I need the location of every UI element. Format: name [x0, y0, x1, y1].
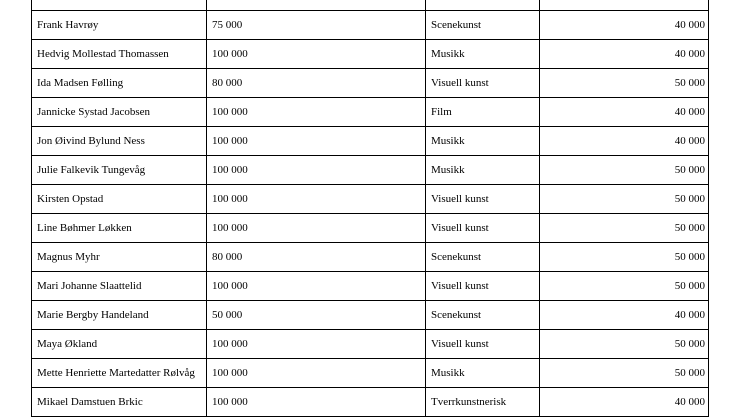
cell-granted-amount: 40 000 [540, 301, 709, 330]
table-row [32, 388, 709, 417]
cell-art-field: Tverrkunstnerisk [426, 388, 540, 417]
cell-applied-amount: 100 000 [207, 156, 426, 185]
cell-art-field: Visuell kunst [426, 330, 540, 359]
table-row [32, 330, 709, 359]
table-row [32, 127, 709, 156]
table-row-partial [32, 0, 709, 11]
cell-name: Hedvig Mollestad Thomassen [32, 40, 207, 69]
cell-applied-amount: 80 000 [207, 243, 426, 272]
table-row [32, 156, 709, 185]
cell-applied-amount: 100 000 [207, 330, 426, 359]
cell-empty [207, 0, 426, 11]
cell-granted-amount: 50 000 [540, 156, 709, 185]
cell-empty [32, 0, 207, 11]
cell-art-field: Visuell kunst [426, 214, 540, 243]
cell-applied-amount: 100 000 [207, 40, 426, 69]
cell-granted-amount: 40 000 [540, 11, 709, 40]
cell-art-field: Visuell kunst [426, 272, 540, 301]
cell-art-field: Scenekunst [426, 301, 540, 330]
cell-name: Mikael Damstuen Brkic [32, 388, 207, 417]
cell-granted-amount: 50 000 [540, 214, 709, 243]
table-row [32, 243, 709, 272]
cell-name: Kirsten Opstad [32, 185, 207, 214]
cell-name: Jannicke Systad Jacobsen [32, 98, 207, 127]
cell-applied-amount: 100 000 [207, 127, 426, 156]
cell-name: Magnus Myhr [32, 243, 207, 272]
cell-empty [540, 0, 709, 11]
table-row [32, 69, 709, 98]
cell-art-field: Visuell kunst [426, 69, 540, 98]
cell-applied-amount: 100 000 [207, 185, 426, 214]
cell-applied-amount: 100 000 [207, 388, 426, 417]
cell-name: Mette Henriette Martedatter Rølvåg [32, 359, 207, 388]
cell-art-field: Scenekunst [426, 11, 540, 40]
cell-art-field: Musikk [426, 359, 540, 388]
cell-granted-amount: 40 000 [540, 388, 709, 417]
cell-applied-amount: 100 000 [207, 98, 426, 127]
cell-empty [426, 0, 540, 11]
table-row [32, 185, 709, 214]
cell-name: Ida Madsen Følling [32, 69, 207, 98]
cell-granted-amount: 50 000 [540, 69, 709, 98]
cell-art-field: Musikk [426, 40, 540, 69]
grant-table-body [32, 0, 709, 417]
table-row [32, 98, 709, 127]
cell-granted-amount: 50 000 [540, 359, 709, 388]
cell-applied-amount: 80 000 [207, 69, 426, 98]
cell-name: Mari Johanne Slaattelid [32, 272, 207, 301]
cell-name: Line Bøhmer Løkken [32, 214, 207, 243]
table-row [32, 301, 709, 330]
cell-art-field: Scenekunst [426, 243, 540, 272]
table-row [32, 11, 709, 40]
cell-granted-amount: 50 000 [540, 243, 709, 272]
cell-granted-amount: 50 000 [540, 272, 709, 301]
cell-granted-amount: 40 000 [540, 127, 709, 156]
cell-applied-amount: 50 000 [207, 301, 426, 330]
cell-granted-amount: 50 000 [540, 185, 709, 214]
table-row [32, 40, 709, 69]
cell-granted-amount: 50 000 [540, 330, 709, 359]
cell-art-field: Musikk [426, 156, 540, 185]
cell-applied-amount: 100 000 [207, 272, 426, 301]
cell-art-field: Visuell kunst [426, 185, 540, 214]
cell-granted-amount: 40 000 [540, 98, 709, 127]
cell-name: Maya Økland [32, 330, 207, 359]
cell-name: Jon Øivind Bylund Ness [32, 127, 207, 156]
cell-applied-amount: 100 000 [207, 359, 426, 388]
cell-applied-amount: 100 000 [207, 214, 426, 243]
cell-name: Julie Falkevik Tungevåg [32, 156, 207, 185]
grant-table [31, 0, 709, 417]
cell-name: Frank Havrøy [32, 11, 207, 40]
cell-name: Marie Bergby Handeland [32, 301, 207, 330]
cell-art-field: Film [426, 98, 540, 127]
table-row [32, 272, 709, 301]
cell-granted-amount: 40 000 [540, 40, 709, 69]
cell-art-field: Musikk [426, 127, 540, 156]
cell-applied-amount: 75 000 [207, 11, 426, 40]
table-row [32, 359, 709, 388]
table-row [32, 214, 709, 243]
